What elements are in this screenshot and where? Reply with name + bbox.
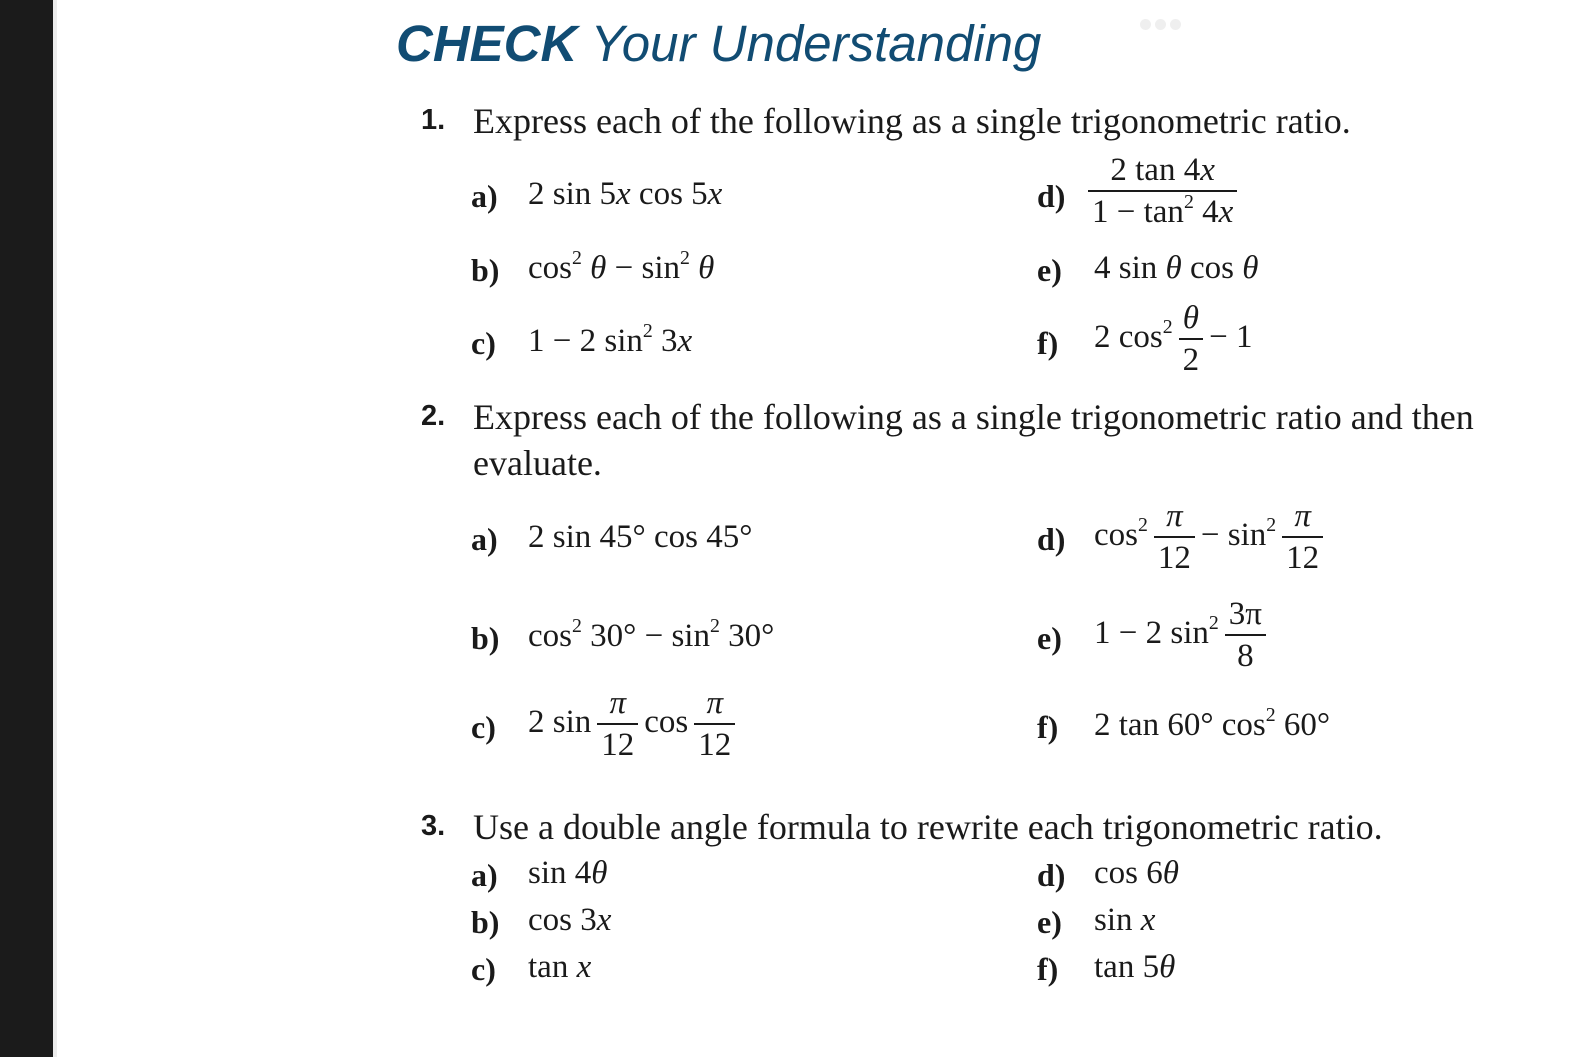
page-title — [396, 14, 1041, 73]
q1-part-b-label: b) — [471, 252, 500, 288]
q2-part-a-expression: 2 sin 45° cos 45° — [528, 519, 753, 555]
dark-side-bar — [0, 0, 53, 1057]
q3-part-d-expression: cos 6θ — [1094, 855, 1179, 891]
q3-part-d-label: d) — [1037, 857, 1066, 893]
q1-part-c-expression: 1 − 2 $\sin^2 3x$ — [528, 320, 693, 359]
q3-part-a-expression: sin 4θ — [528, 855, 608, 891]
q2-part-a-label: a) — [471, 521, 498, 557]
question-1-text: Express each of the following as a single trigonometric ratio. — [473, 101, 1351, 141]
q1-part-d-label: d) — [1037, 178, 1066, 214]
title-check: CHECK — [396, 15, 578, 72]
q1-part-c-label: c) — [471, 325, 496, 361]
q1-part-b-expression: $\cos^2 \theta - \sin^2 \theta$ — [528, 247, 715, 286]
q1-part-e-expression: 4 sin θ cos θ — [1094, 250, 1259, 286]
q1-part-a-label: a) — [471, 178, 498, 214]
q1-part-d-expression: $\frac{2 \tan 4x}{1 - \tan^2 4x}$ — [1088, 150, 1237, 233]
q1-part-e-label: e) — [1037, 252, 1062, 288]
question-3-text: Use a double angle formula to rewrite each trigonometric ratio. — [473, 807, 1383, 847]
q2-part-b-label: b) — [471, 620, 500, 656]
q1-part-f-label: f) — [1037, 325, 1059, 361]
q2-part-e-label: e) — [1037, 620, 1062, 656]
q2-part-c-expression: 2 sin $\frac{\pi}{12}$ cos $\frac{\pi}{12}$ — [528, 683, 741, 766]
q2-part-b-expression: $\cos^2 30^\circ - \sin^2 30^\circ$ — [528, 615, 775, 654]
q2-part-d-label: d) — [1037, 521, 1066, 557]
q3-part-f-label: f) — [1037, 951, 1059, 987]
q3-part-b-label: b) — [471, 904, 500, 940]
q2-part-d-expression: $\cos^2$ $\frac{\pi}{12}$ − $\sin^2$ $\frac{\pi}{12}$ — [1094, 496, 1329, 579]
page-edge-shadow — [53, 0, 57, 1057]
q2-part-c-label: c) — [471, 709, 496, 745]
q3-part-e-expression: sin x — [1094, 902, 1156, 938]
q3-part-c-expression: tan x — [528, 949, 592, 985]
q3-part-c-label: c) — [471, 951, 496, 987]
q3-part-b-expression: cos 3x — [528, 902, 612, 938]
question-3-number: 3. — [421, 810, 446, 842]
q2-part-e-expression: 1 − 2 $\sin^2$ $\frac{3\pi}{8}$ — [1094, 594, 1272, 677]
q2-part-f-expression: 2 tan 60° $\cos^2 60^\circ$ — [1094, 704, 1331, 743]
question-2-number: 2. — [421, 400, 446, 432]
q3-part-f-expression: tan 5θ — [1094, 949, 1176, 985]
q3-part-e-label: e) — [1037, 904, 1062, 940]
title-rest: Your Understanding — [577, 15, 1042, 72]
question-1-number: 1. — [421, 104, 446, 136]
q3-part-a-label: a) — [471, 857, 498, 893]
more-options-icon[interactable] — [1140, 17, 1185, 35]
q1-part-a-expression: 2 sin 5x cos 5x — [528, 176, 723, 212]
question-2-text-line2: evaluate. — [473, 443, 602, 483]
question-2-text-line1: Express each of the following as a single trigonometric ratio and then — [473, 397, 1474, 437]
q2-part-f-label: f) — [1037, 709, 1059, 745]
q1-part-f-expression: 2 $\cos^2$ $\frac{\theta}{2}$ − 1 — [1094, 300, 1253, 379]
